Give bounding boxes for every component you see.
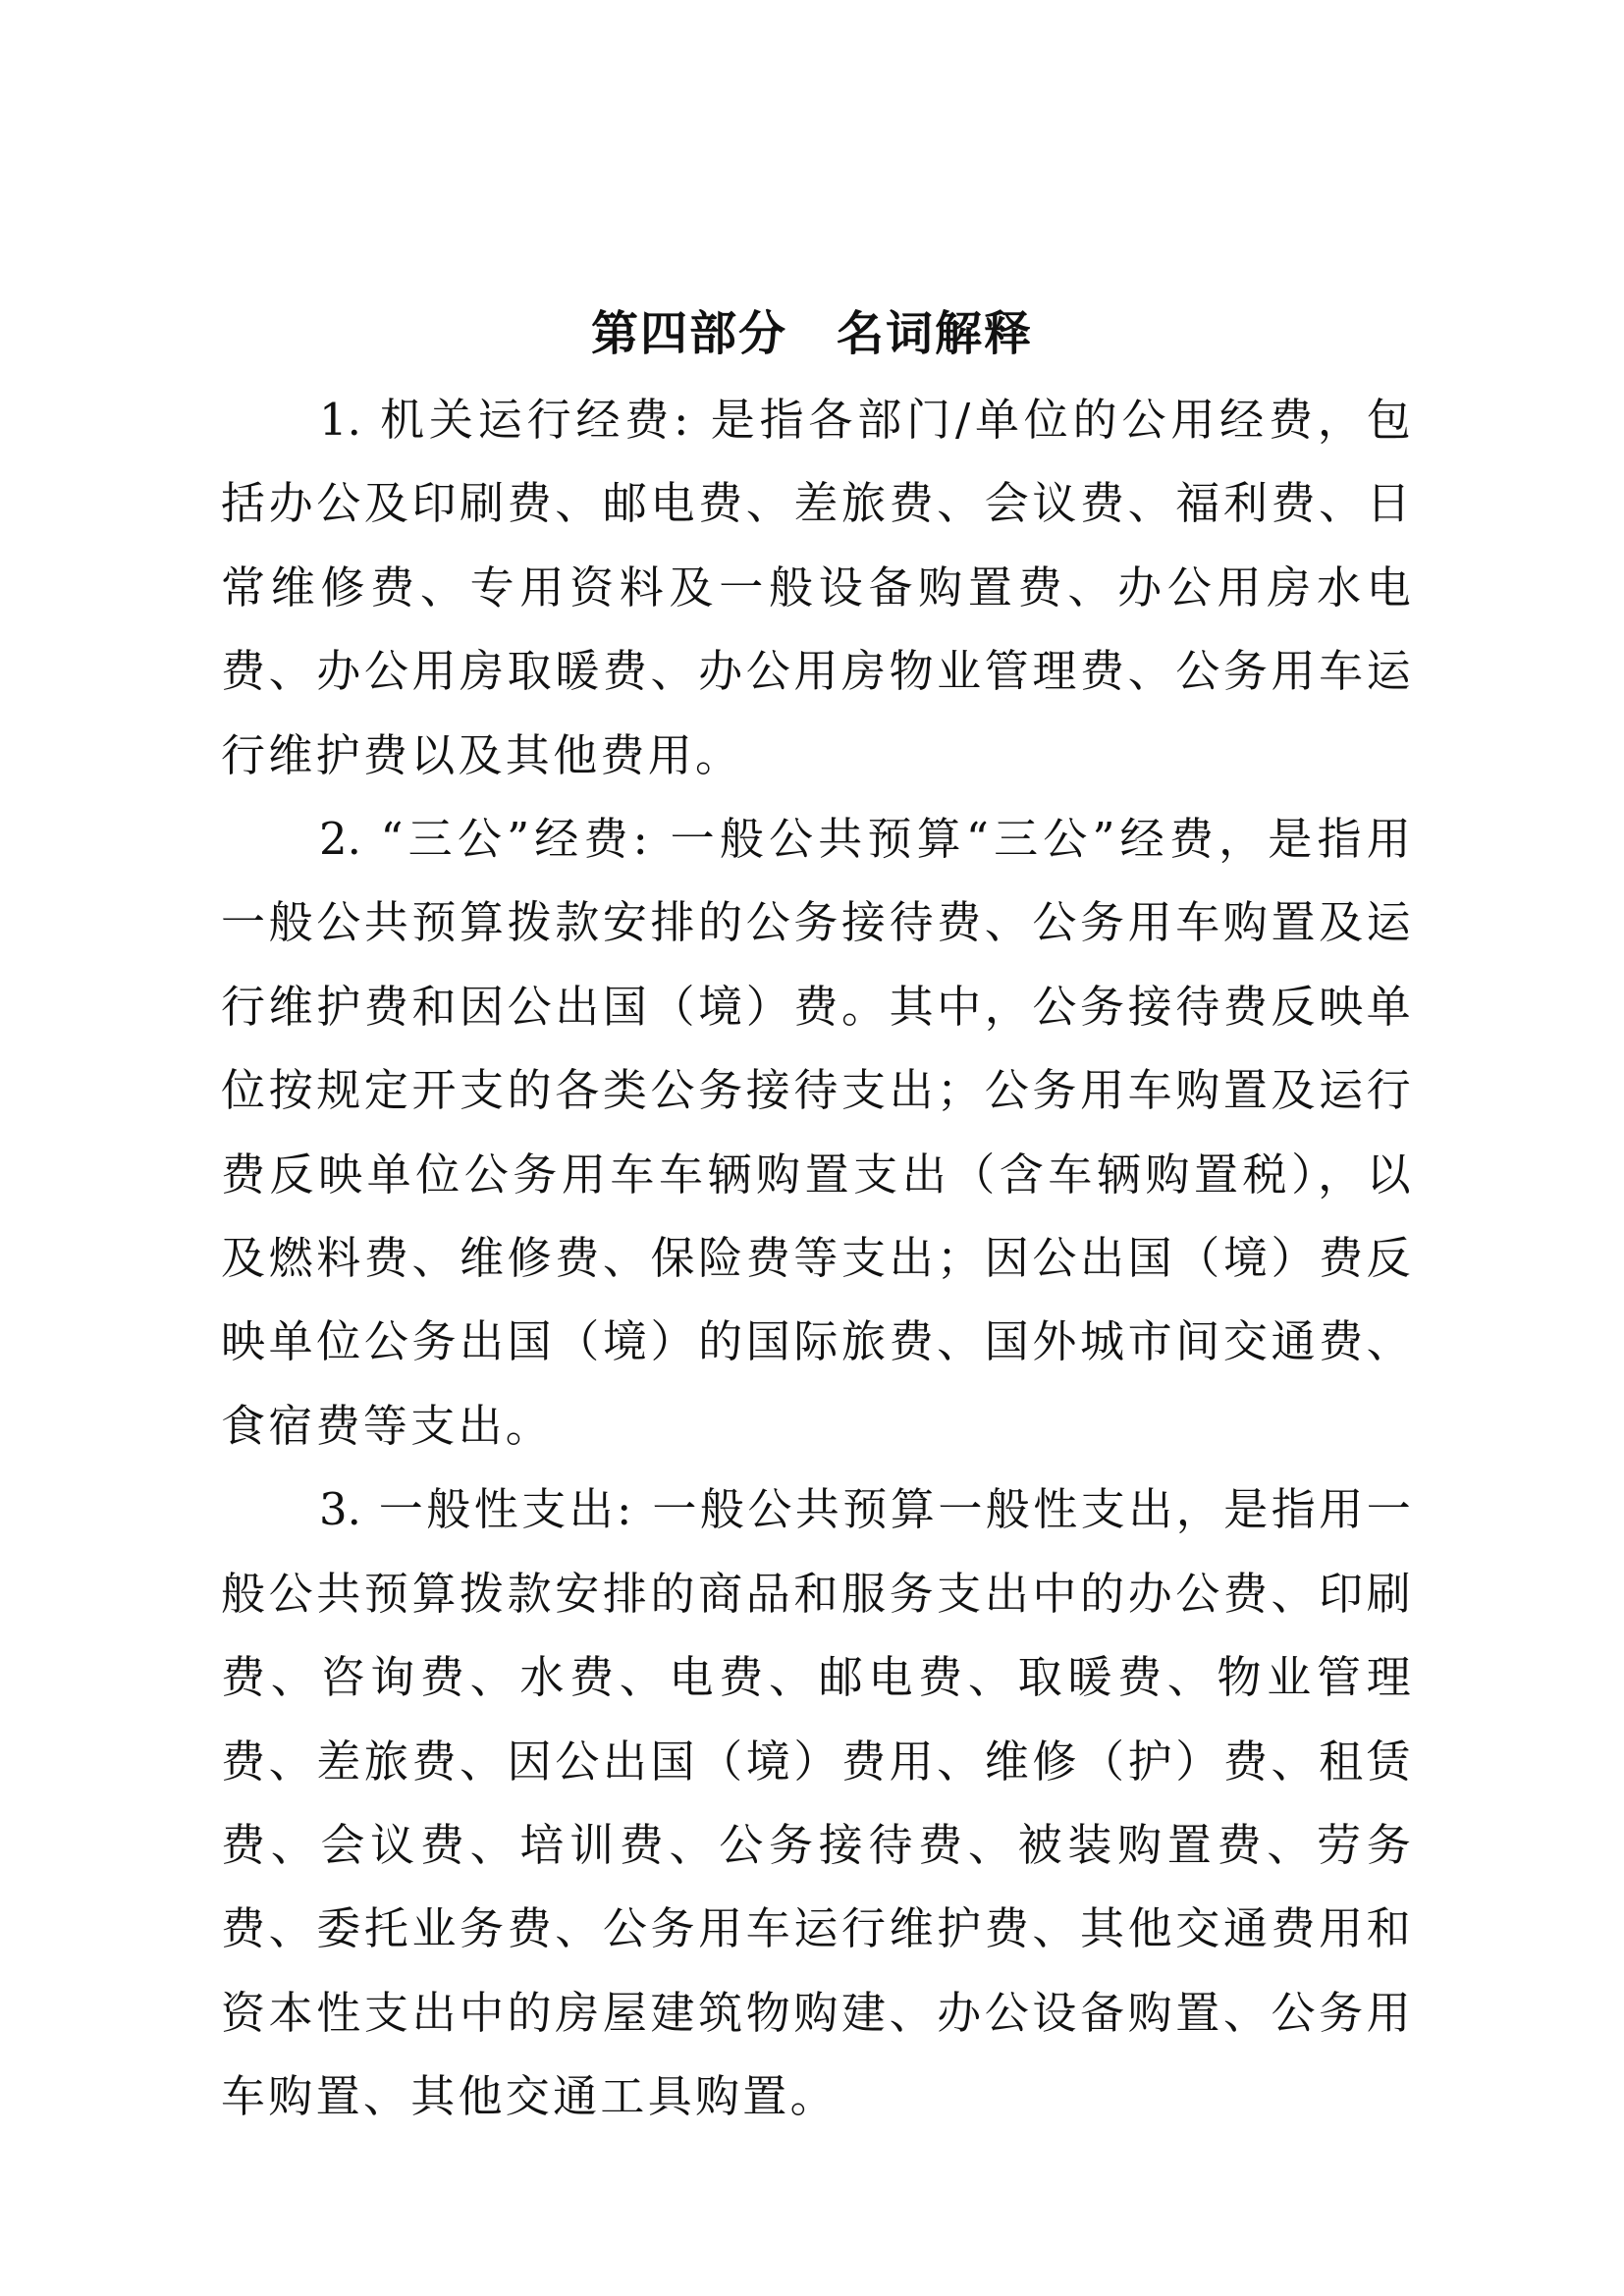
definition-paragraph-1 — [221, 378, 1414, 797]
document-body — [221, 378, 1414, 2139]
paragraph-number: 3. — [319, 1483, 361, 1536]
paragraph-number: 1. — [319, 394, 361, 446]
paragraph-text: “三公”经费: 一般公共预算“三公”经费，是指用一般公共预算拨款安排的公务接待费、公务用车购置及运行维护费和因公出国（境）费。其中，公务接待费反映单位按规定开支的各类公务接待支出；公务用车购置及运行费反映单位公务用车车辆购置支出（含车辆购置税），以及燃料费、维修费、保险费等支出；因公出国（境）费反映单位公务出国（境）的国际旅费、国外城市间交通费、食宿费等支出。 — [221, 813, 1414, 1452]
page-title: 第四部分 名词解释 — [590, 306, 1033, 361]
paragraph-number: 2. — [319, 813, 361, 866]
paragraph-text: 机关运行经费: 是指各部门/单位的公用经费，包括办公及印刷费、邮电费、差旅费、会议费、福利费、日常维修费、专用资料及一般设备购置费、办公用房水电费、办公用房取暖费、办公用房物业管理费、公务用车运行维护费以及其他费用。 — [221, 394, 1415, 781]
definition-paragraph-2 — [221, 797, 1414, 1468]
definition-paragraph-3 — [221, 1468, 1414, 2138]
paragraph-text: 一般性支出: 一般公共预算一般性支出，是指用一般公共预算拨款安排的商品和服务支出中的办公费、印刷费、咨询费、水费、电费、邮电费、取暖费、物业管理费、差旅费、因公出国（境）费用、维修（护）费、租赁费、会议费、培训费、公务接待费、被装购置费、劳务费、委托业务费、公务用车运行维护费、其他交通费用和资本性支出中的房屋建筑物购建、办公设备购置、公务用车购置、其他交通工具购置。 — [221, 1483, 1414, 2123]
